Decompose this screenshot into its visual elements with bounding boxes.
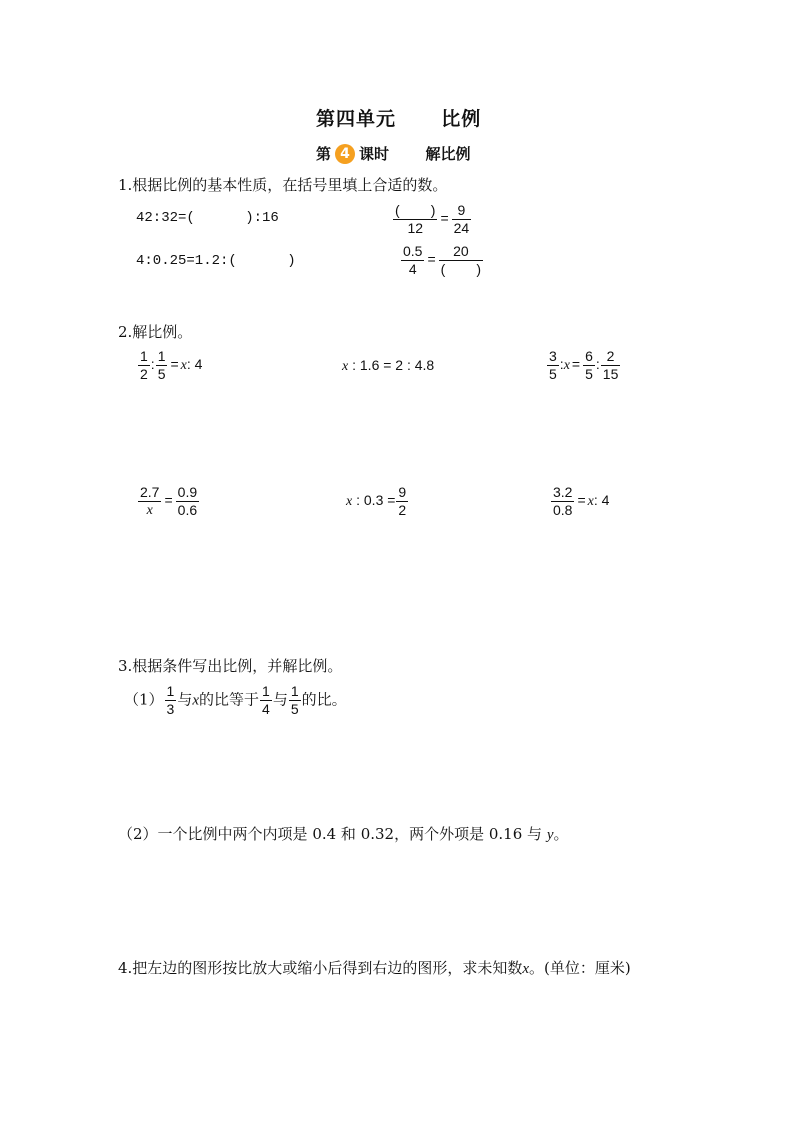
q3-text: 3.根据条件写出比例，并解比例。 <box>118 657 343 675</box>
unit-topic: 比例 <box>441 108 482 130</box>
fraction <box>547 348 559 383</box>
text-fragment: 的比等于 <box>199 690 260 709</box>
ratio-tail: : 4 <box>593 492 610 509</box>
q3-sub1 <box>124 683 347 718</box>
variable: x <box>346 494 353 510</box>
text-fragment: 与 <box>272 690 288 709</box>
denominator: 24 <box>453 220 470 236</box>
fraction <box>452 202 472 237</box>
numerator: 20 <box>439 243 483 261</box>
fraction <box>583 348 595 383</box>
fraction <box>138 348 150 383</box>
denominator: 2 <box>398 502 407 518</box>
denominator: 5 <box>549 366 557 382</box>
variable: x <box>180 358 187 374</box>
numerator: 1 <box>262 683 270 699</box>
variable: x <box>522 961 529 977</box>
denominator: 5 <box>585 366 593 382</box>
lesson-prefix: 第 <box>316 145 332 163</box>
equals-sign: = <box>440 210 449 227</box>
text-fragment: 。 <box>553 825 569 843</box>
ratio-tail: : 4 <box>186 356 203 373</box>
fraction <box>401 243 424 278</box>
numerator: 9 <box>452 202 472 220</box>
lesson-suffix: 课时 <box>359 145 390 163</box>
fraction <box>289 683 301 718</box>
denominator: 0.6 <box>177 502 198 518</box>
ratio-middle: : 0.3 = <box>356 492 396 509</box>
q2-problem-6: $\frac{3.2}{0.8}$ = x: 4 <box>553 484 610 518</box>
variable: y <box>546 827 554 843</box>
numerator: 0.5 <box>403 243 423 259</box>
numerator: 1 <box>290 683 299 699</box>
numerator: 2 <box>601 348 621 366</box>
numerator: 2.7 <box>140 484 160 500</box>
lesson-line <box>316 143 471 164</box>
q4-text: 4.把左边的图形按比放大或缩小后得到右边的图形，求未知数 <box>118 959 523 977</box>
denominator: x <box>146 503 153 518</box>
denominator: ( ) <box>440 261 482 277</box>
numerator: 9 <box>398 484 407 500</box>
numerator: 1 <box>157 348 166 364</box>
q1-fraction-b <box>400 243 484 278</box>
denominator: 2 <box>140 366 148 382</box>
fraction <box>165 683 177 718</box>
lesson-number-badge: 4 <box>335 144 355 164</box>
variable: x <box>563 358 570 374</box>
numerator: 1 <box>140 348 148 364</box>
q2-problem-5 <box>346 484 409 519</box>
numerator: 0.9 <box>177 484 198 500</box>
denominator: 12 <box>407 220 424 236</box>
equals-sign: = <box>427 251 436 268</box>
ratio-tail: : 1.6 = 2 : 4.8 <box>352 357 435 373</box>
q2-problem-3: $\frac{3}{5}$ :x = $\frac{6}{5}$ : $\frac{2}{15}$ <box>549 348 619 382</box>
unit-title: 第四单元 <box>316 108 397 130</box>
unit-title-line <box>316 104 481 131</box>
fraction <box>601 348 621 383</box>
fraction <box>396 484 408 519</box>
q2-problem-4: $\frac{2.7}{x}$ = $\frac{0.9}{0.6}$ <box>140 484 198 518</box>
q1-text: 1.根据比例的基本性质，在括号里填上合适的数。 <box>118 176 448 194</box>
q2-text: 2.解比例。 <box>118 323 193 341</box>
denominator: 4 <box>408 261 417 277</box>
numerator: 3 <box>549 348 557 364</box>
q4-tail: 。(单位：厘米) <box>529 959 631 977</box>
denominator: 15 <box>602 366 619 382</box>
fraction <box>156 348 168 383</box>
denominator: 3 <box>166 701 175 717</box>
text-fragment: 的比。 <box>301 690 347 709</box>
sub-question-text: （2）一个比例中两个内项是 0.4 和 0.32，两个外项是 0.16 与 <box>118 825 543 843</box>
variable: x <box>192 692 200 709</box>
fraction <box>551 484 574 519</box>
numerator: ( ) <box>395 202 436 218</box>
variable: x <box>587 494 594 510</box>
numerator: 3.2 <box>553 484 573 500</box>
q1-eq2: 4:0.25=1.2:( ) <box>136 253 296 269</box>
denominator: 4 <box>262 701 270 717</box>
q2-problem-1: $\frac{1}{2}$ : $\frac{1}{5}$ = x: 4 <box>140 348 203 382</box>
fraction <box>138 484 161 519</box>
q3-sub2 <box>118 823 569 844</box>
lesson-topic: 解比例 <box>425 145 471 163</box>
variable: x <box>342 359 349 374</box>
q1-fraction-a <box>392 202 472 237</box>
numerator: 6 <box>585 348 593 364</box>
q2-problem-2 <box>342 357 434 375</box>
text-fragment: 与 <box>177 690 193 709</box>
fraction <box>260 683 272 718</box>
denominator: 5 <box>157 366 166 382</box>
fraction <box>176 484 199 519</box>
numerator: 1 <box>166 683 175 699</box>
denominator: 5 <box>290 701 299 717</box>
denominator: 0.8 <box>553 502 573 518</box>
fraction <box>393 202 437 237</box>
sub-question-label: （1） <box>124 690 164 709</box>
q4-text-line <box>118 957 631 978</box>
q1-eq1: 42:32=( ):16 <box>136 210 279 226</box>
fraction <box>439 243 483 278</box>
